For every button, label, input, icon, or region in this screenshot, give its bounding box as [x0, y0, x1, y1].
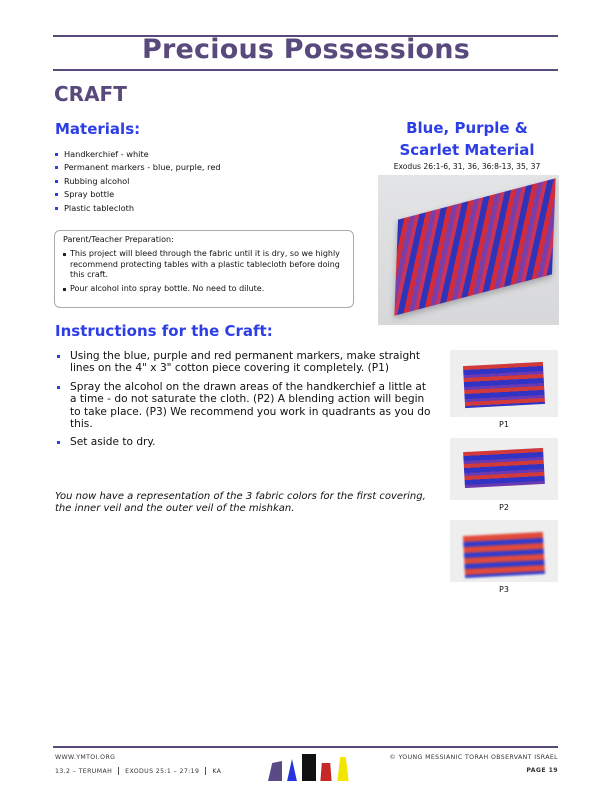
list-item: Pour alcohol into spray bottle. No need to dilute.	[63, 284, 345, 295]
sidebar-title-line1: Blue, Purple &	[406, 119, 528, 137]
page-title: Precious Possessions	[142, 34, 470, 65]
list-item: This project will bleed through the fabric until it is dry, so we highly recommend protecting tables with a plastic tablecloth before doing this craft.	[63, 249, 345, 281]
footer-scripture: EXODUS 25:1 – 27:19	[125, 768, 200, 775]
list-item: Plastic tablecloth	[55, 202, 221, 215]
sidebar-title-line2: Scarlet Material	[399, 141, 535, 159]
photo-caption: P1	[499, 420, 509, 429]
instruction-step: Set aside to dry.	[55, 436, 435, 448]
preparation-list	[63, 249, 345, 295]
preparation-box	[54, 230, 354, 308]
header-rule-bottom	[53, 69, 558, 71]
step-photo-p1	[450, 350, 558, 429]
page-number: PAGE 19	[526, 767, 558, 774]
instructions-list	[55, 350, 435, 455]
ymtoi-logo	[268, 753, 350, 781]
step-photo-p2	[450, 438, 558, 512]
sidebar-title	[372, 117, 562, 161]
section-title: CRAFT	[54, 82, 127, 106]
list-item: Spray bottle	[55, 188, 221, 201]
scripture-reference: Exodus 26:1-6, 31, 36, 36:8-13, 35, 37	[393, 162, 541, 171]
photo-caption: P3	[499, 585, 509, 594]
step-photo-p3	[450, 520, 558, 594]
list-item: Rubbing alcohol	[55, 175, 221, 188]
footer-copyright: © YOUNG MESSIANIC TORAH OBSERVANT ISRAEL	[389, 754, 558, 761]
materials-heading: Materials:	[55, 120, 141, 138]
photo-image	[450, 350, 558, 417]
photo-image	[450, 520, 558, 582]
list-item: Handkerchief - white	[55, 148, 221, 161]
list-item: Permanent markers - blue, purple, red	[55, 161, 221, 174]
photo-caption: P2	[499, 503, 509, 512]
fabric-photo	[378, 175, 559, 325]
instruction-step: Using the blue, purple and red permanent markers, make straight lines on the 4" x 3" cotton piece covering it completely. (P1)	[55, 350, 435, 375]
footer-lesson-info	[55, 767, 221, 775]
footer-website[interactable]: WWW.YMTOI.ORG	[55, 754, 116, 761]
preparation-title: Parent/Teacher Preparation:	[63, 235, 174, 244]
materials-list	[55, 148, 221, 215]
closing-note: You now have a representation of the 3 fabric colors for the first covering, the inner veil and the outer veil of the mishkan.	[55, 491, 426, 515]
instructions-heading: Instructions for the Craft:	[55, 322, 273, 340]
dyed-cloth-image	[394, 178, 555, 315]
footer-grade: KA	[212, 768, 222, 775]
footer-lesson: 13.2 – TERUMAH	[55, 768, 113, 775]
instruction-step: Spray the alcohol on the drawn areas of the handkerchief a little at a time - do not saturate the cloth. (P2) A blending action will begin to take place. (P3) We recommend you work in quadrants as you do this.	[55, 381, 435, 431]
footer-rule	[53, 746, 558, 748]
photo-image	[450, 438, 558, 500]
